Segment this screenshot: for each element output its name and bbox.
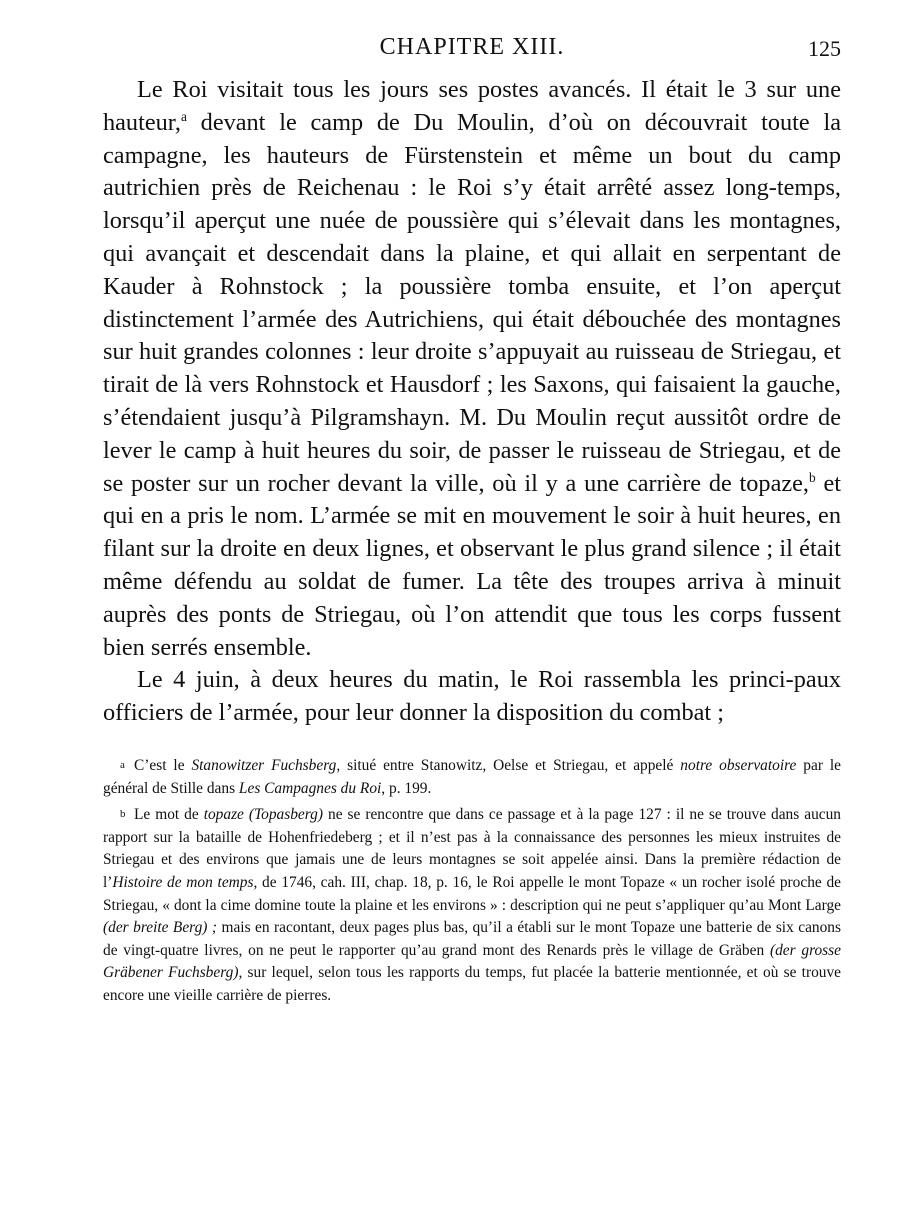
body-paragraph [103, 74, 841, 664]
footnote-b [103, 803, 841, 1007]
footnotes [103, 754, 841, 1008]
footnote-marker: a [120, 758, 125, 771]
footnote-text: ne se rencontre que dans ce passage et à la page 127 : il ne se trouve dans aucun rapport sur la bataille de Hohenfriedeberg ; et il n’est pas à la connaissance des personnes les mieux instruites de Striegau et des environs que jamais une de leurs montagnes se soit appelée ainsi. Dans la première rédaction de l’ [103, 806, 841, 891]
footnote-text: , p. 199. [381, 779, 432, 797]
footnote-italic: notre observatoire [680, 756, 797, 774]
footnote-a [103, 754, 841, 800]
footnote-italic: topaze (Topasberg) [203, 806, 323, 824]
footnote-text: Le mot de [134, 806, 204, 824]
paragraph-text: Le 4 juin, à deux heures du matin, le Roi rassembla les princi-paux officiers de l’armée, pour leur donner la disposition du combat ; [103, 666, 841, 727]
footnote-marker: b [120, 808, 126, 821]
footnote-italic: (der breite Berg) ; [103, 919, 218, 937]
footnote-text: C’est le [134, 756, 192, 774]
chapter-title: CHAPITRE XIII. [379, 34, 565, 60]
footnote-reference-b[interactable]: b [809, 469, 816, 485]
footnote-text: mais en racontant, deux pages plus bas, qu’il a établi sur le mont Topaze une batterie de six canons de vingt-quatre livres, on ne peut le rapporter qu’au grand mont des Renards près le village de Gräben [103, 919, 841, 959]
page-number: 125 [808, 36, 841, 61]
footnote-text: , de 1746, cah. III, chap. 18, p. 16, le Roi appelle le mont Topaze « un rocher isolé proche de Striegau, « dont la cime domine toute la plaine et les environs » : description qui ne peut s’appliquer qu’au Mont Large [103, 873, 841, 914]
footnote-italic: (der grosse Gräbener Fuchsberg), [103, 941, 841, 982]
body-paragraph [103, 664, 841, 730]
footnote-text: par le général de Stille dans [103, 756, 841, 797]
running-head [103, 34, 841, 74]
paragraph-text: et qui en a pris le nom. L’armée se mit en mouvement le soir à huit heures, en filant sur la droite en deux lignes, et observant le plus grand silence ; il était même défendu au soldat de fumer. La tête des troupes arriva à minuit auprès des ponts de Striegau, où l’on attendit que tous les corps fussent bien serrés ensemble. [103, 469, 841, 661]
paragraph-text: Le Roi visitait tous les jours ses postes avancés. Il était le 3 sur une hauteur, [103, 76, 841, 136]
footnote-italic: Stanowitzer Fuchsberg [191, 756, 337, 774]
footnote-text: sur lequel, selon tous les rapports du temps, fut placée la batterie mentionnée, et où se trouve encore une vieille carrière de pierres. [103, 964, 841, 1004]
footnote-reference-a[interactable]: a [180, 108, 187, 124]
footnote-italic: Histoire de mon temps [112, 873, 254, 891]
paragraph-text: devant le camp de Du Moulin, d’où on découvrait toute la campagne, les hauteurs de Fürstenstein et même un bout du camp autrichien près de Reichenau : le Roi s’y était arrêté assez long-temps, lorsqu’il aperçut une nuée de poussière qui s’élevait dans les montagnes, qui avançait et descendait dans la plaine, et qui allait en serpentant de Kauder à Rohnstock ; la poussière tomba ensuite, et l’on aperçut distinctement l’armée des Autrichiens, qui était débouchée des montagnes sur huit grandes colonnes : leur droite s’appuyait au ruisseau de Striegau, et tirait de là vers Rohnstock et Hausdorf ; les Saxons, qui faisaient la gauche, s’étendaient jusqu’à Pilgramshayn. M. Du Moulin reçut aussitôt ordre de lever le camp à huit heures du soir, de passer le ruisseau de Striegau, et de se poster sur un rocher devant la ville, où il y a une carrière de topaze, [103, 108, 841, 497]
footnote-italic: Les Campagnes du Roi [238, 779, 382, 797]
book-page [103, 34, 841, 1010]
footnote-text: , situé entre Stanowitz, Oelse et Striegau, et appelé [336, 756, 681, 774]
